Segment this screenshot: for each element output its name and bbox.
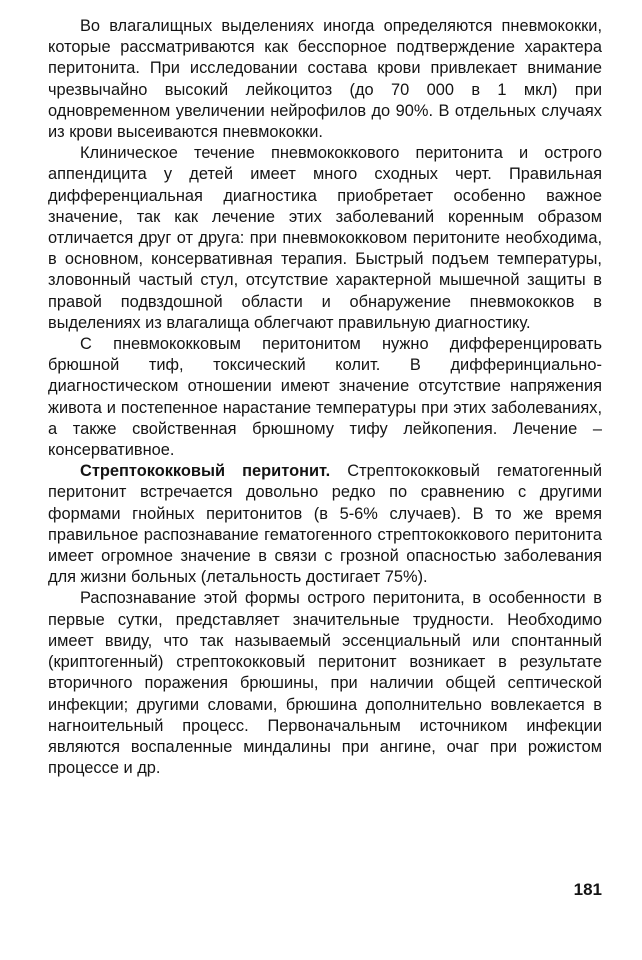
paragraph-recognition: [48, 588, 602, 779]
page-number: 181: [573, 880, 602, 899]
paragraph-text: Распознавание этой формы острого перитонита, в особенности в первые сутки, представляет значительные трудности. Необходимо имеет ввиду, что так называемый эссенциальный или спонтанный (криптогенный) стрептококковый перитонит возникает в результате вторичного поражения брюшины, при наличии общей септической инфекции; другими словами, брюшина дополнительно вовлекается в нагноительный процесс. Первоначальным источником инфекции являются воспаленные миндалины при ангине, очаг при рожистом процессе и др.: [48, 589, 602, 778]
paragraph-text: Клиническое течение пневмококкового перитонита и острого аппендицита у детей имеет много сходных черт. Правильная дифференциальная диагностика приобретает особенно важное значение, так как лечение этих заболеваний коренным образом отличается друг от друга: при пневмококковом перитоните необходима, в основном, консервативная терапия. Быстрый подъем температуры, зловонный частый стул, отсутствие характерной мышечной защиты в правой подвздошной области и обнаружение пневмококков в выделениях из влагалища облегчают правильную диагностику.: [48, 144, 602, 332]
paragraph-clinical-course: [48, 143, 602, 334]
paragraph-text: Во влагалищных выделениях иногда определяются пневмококки, которые рассматриваются как бесспорное подтверждение характера перитонита. При исследовании состава крови привлекает внимание чрезвычайно высокий лейкоцитоз (до 70 000 в 1 мкл) при одновременном увеличении нейрофилов до 90%. В отдельных случаях из крови высеиваются пневмококки.: [48, 17, 602, 142]
paragraph-differential-diagnosis: [48, 334, 602, 461]
paragraph-text: Стрептококковый гематогенный перитонит встречается довольно редко по сравнению с другими формами гнойных перитонитов (в 5-6% случаев). В то же время правильное распознавание гематогенного стрептококкового перитонита имеет огромное значение в связи с грозной опасностью заболевания для жизни больных (летальность достигает 75%).: [48, 462, 602, 587]
section-heading: Стрептококковый перитонит.: [80, 462, 331, 481]
paragraph-streptococcal-peritonitis: [48, 461, 602, 588]
page-body: [48, 16, 602, 779]
paragraph-pneumococci-discharge: [48, 16, 602, 143]
paragraph-text: С пневмококковым перитонитом нужно дифференцировать брюшной тиф, токсический колит. В дифферинциально-диагностическом отношении имеют значение отсутствие напряжения живота и постепенное нарастание температуры при этих заболеваниях, а также свойственная брюшному тифу лейкопения. Лечение – консервативное.: [48, 335, 602, 460]
